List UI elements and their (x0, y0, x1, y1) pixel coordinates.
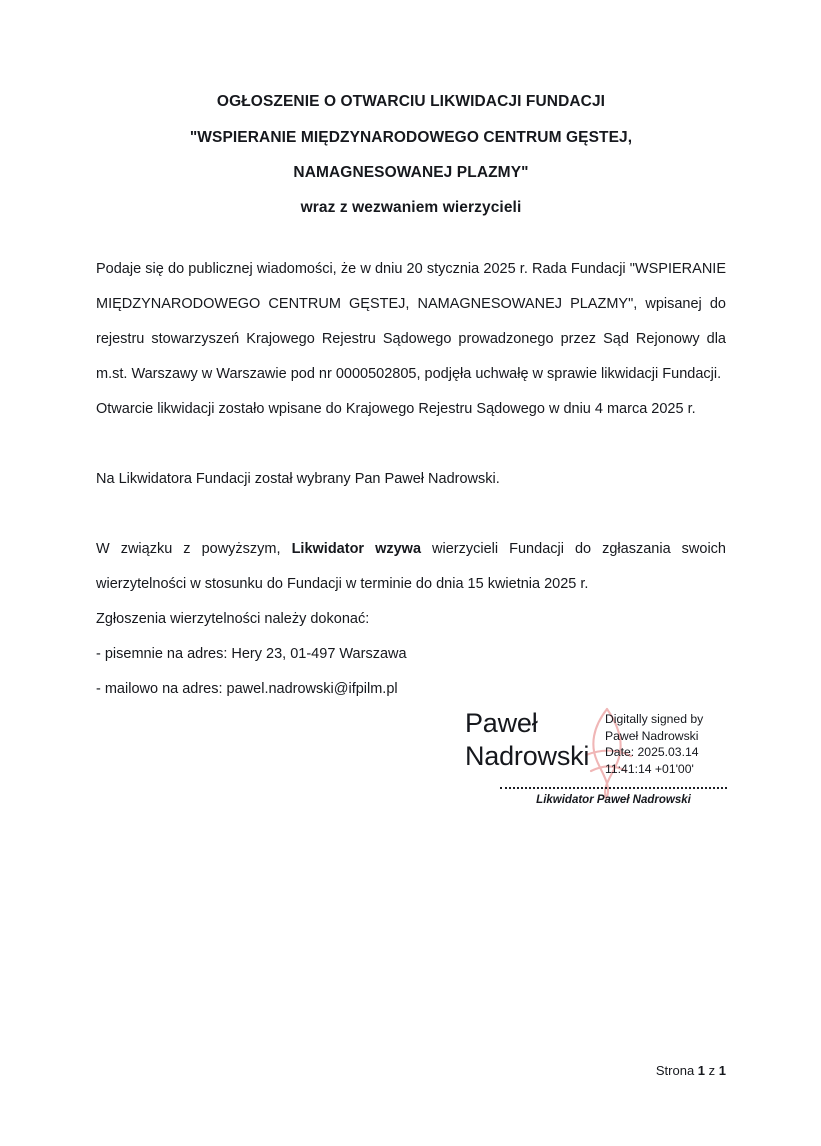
paragraph-claims-email-address: - mailowo na adres: pawel.nadrowski@ifpilm.pl (96, 681, 398, 697)
paragraph-spacer-2 (96, 497, 726, 532)
signature-name-text: Paweł Nadrowski (465, 708, 590, 771)
creditors-call-suffix: wierzycieli Fundacji do zgłaszania swoich wierzytelności w stosunku do Fundacji w terminie do dnia 15 kwietnia 2025 r. (96, 541, 726, 592)
footer-current-page: 1 (697, 1063, 706, 1078)
title-line-1: OGŁOSZENIE O OTWARCIU LIKWIDACJI FUNDACJI (216, 93, 606, 110)
paragraph-liquidator-appointed: Na Likwidatora Fundacji został wybrany Pan Paweł Nadrowski. (96, 471, 500, 487)
paragraph-claims-postal-address: - pisemnie na adres: Hery 23, 01-497 Warszawa (96, 646, 407, 662)
paragraph-intro: Podaje się do publicznej wiadomości, że w dniu 20 stycznia 2025 r. Rada Fundacji "WSPIERANIE MIĘDZYNARODOWEGO CENTRUM GĘSTEJ, NAMAGNESOWANEJ PLAZMY", wpisanej do rejestru stowarzyszeń Krajowego Rejestru Sądowego prowadzonego przez Sąd Rejonowy dla m.st. Warszawy w Warszawie pod nr 0000502805, podjęła uchwałę w sprawie likwidacji Fundacji. (96, 261, 726, 382)
document-body (96, 252, 726, 707)
paragraph-registration-entry: Otwarcie likwidacji zostało wpisane do Krajowego Rejestru Sądowego w dniu 4 marca 2025 r. (96, 401, 696, 417)
signature-detail-line-1: Digitally signed by (605, 712, 704, 726)
creditors-call-emphasis: Likwidator wzywa (291, 541, 422, 557)
creditors-call-prefix: W związku z powyższym, (96, 541, 292, 557)
paragraph-claims-intro: Zgłoszenia wierzytelności należy dokonać: (96, 611, 370, 627)
signature-detail-line-2: Paweł Nadrowski (605, 728, 699, 743)
paragraph-creditors-call (96, 532, 726, 602)
footer-prefix: Strona (655, 1063, 698, 1078)
page-footer (96, 1063, 726, 1078)
signature-dotted-line (500, 787, 727, 789)
signature-detail-line-4: 11:41:14 +01'00' (605, 761, 694, 776)
document-title-block (96, 84, 726, 225)
title-subtitle-creditors-call: wraz z wezwaniem wierzycieli (300, 199, 522, 216)
footer-separator: z (705, 1063, 719, 1078)
title-line-3: NAMAGNESOWANEJ PLAZMY" (293, 164, 529, 181)
paragraph-spacer-1 (96, 427, 726, 462)
digital-signature-block (465, 703, 727, 815)
signature-detail-line-3: Date: 2025.03.14 (605, 745, 699, 760)
signature-caption: Likwidator Paweł Nadrowski (536, 794, 691, 806)
signature-details (605, 711, 730, 777)
title-line-2: "WSPIERANIE MIĘDZYNARODOWEGO CENTRUM GĘSTEJ, (189, 129, 633, 146)
footer-total-pages: 1 (718, 1063, 726, 1078)
